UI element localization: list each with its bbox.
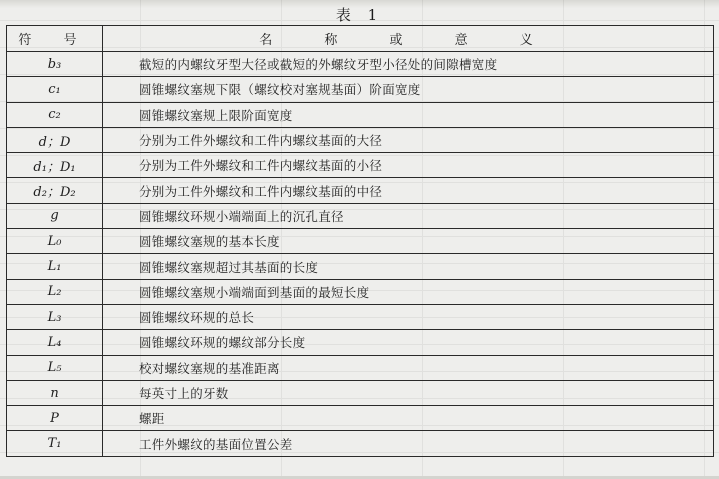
symbol-cell: b₃ — [7, 52, 103, 77]
meaning-cell: 每英寸上的牙数 — [103, 380, 714, 405]
meaning-cell: 截短的内螺纹牙型大径或截短的外螺纹牙型小径处的间隙槽宽度 — [103, 52, 714, 77]
table-row — [7, 279, 714, 304]
table-row — [7, 355, 714, 380]
table-row — [7, 431, 714, 456]
header-meaning — [103, 26, 714, 52]
meaning-cell: 圆锥螺纹塞规下限（螺纹校对塞规基面）阶面宽度 — [103, 77, 714, 102]
symbol-cell: d₂；D₂ — [7, 178, 103, 203]
meaning-cell: 圆锥螺纹环规的总长 — [103, 304, 714, 329]
meaning-cell: 圆锥螺纹塞规超过其基面的长度 — [103, 254, 714, 279]
symbol-cell: g — [7, 203, 103, 228]
table-row — [7, 178, 714, 203]
table-row — [7, 330, 714, 355]
meaning-cell: 圆锥螺纹环规小端端面上的沉孔直径 — [103, 203, 714, 228]
meaning-cell: 圆锥螺纹环规的螺纹部分长度 — [103, 330, 714, 355]
symbol-cell: L₁ — [7, 254, 103, 279]
symbol-cell: T₁ — [7, 431, 103, 456]
header-symbol: 符 号 — [7, 26, 103, 52]
symbol-cell: L₄ — [7, 330, 103, 355]
header-meaning-text: 名 称 或 意 义 — [259, 33, 557, 48]
table-row — [7, 102, 714, 127]
meaning-cell: 圆锥螺纹塞规上限阶面宽度 — [103, 102, 714, 127]
table-row — [7, 380, 714, 405]
symbol-cell: d；D — [7, 127, 103, 152]
meaning-cell: 螺距 — [103, 406, 714, 431]
meaning-cell: 分别为工件外螺纹和工件内螺纹基面的小径 — [103, 153, 714, 178]
symbol-cell: c₂ — [7, 102, 103, 127]
symbol-cell: d₁；D₁ — [7, 153, 103, 178]
symbol-cell: n — [7, 380, 103, 405]
symbol-cell: L₅ — [7, 355, 103, 380]
table-row — [7, 77, 714, 102]
table-row — [7, 127, 714, 152]
meaning-cell: 校对螺纹塞规的基准距离 — [103, 355, 714, 380]
table-row — [7, 52, 714, 77]
table-row — [7, 254, 714, 279]
table-row — [7, 153, 714, 178]
symbol-cell: P — [7, 406, 103, 431]
symbol-table — [6, 25, 714, 457]
table-row — [7, 203, 714, 228]
meaning-cell: 圆锥螺纹塞规的基本长度 — [103, 229, 714, 254]
meaning-cell: 分别为工件外螺纹和工件内螺纹基面的中径 — [103, 178, 714, 203]
meaning-cell: 工件外螺纹的基面位置公差 — [103, 431, 714, 456]
meaning-cell: 分别为工件外螺纹和工件内螺纹基面的大径 — [103, 127, 714, 152]
meaning-cell: 圆锥螺纹塞规小端端面到基面的最短长度 — [103, 279, 714, 304]
table-row — [7, 304, 714, 329]
symbol-cell: L₃ — [7, 304, 103, 329]
table-caption: 表 1 — [335, 6, 384, 24]
symbol-cell: c₁ — [7, 77, 103, 102]
table-row — [7, 229, 714, 254]
symbol-cell: L₀ — [7, 229, 103, 254]
table-row — [7, 406, 714, 431]
table-header-row — [7, 26, 714, 52]
symbol-cell: L₂ — [7, 279, 103, 304]
